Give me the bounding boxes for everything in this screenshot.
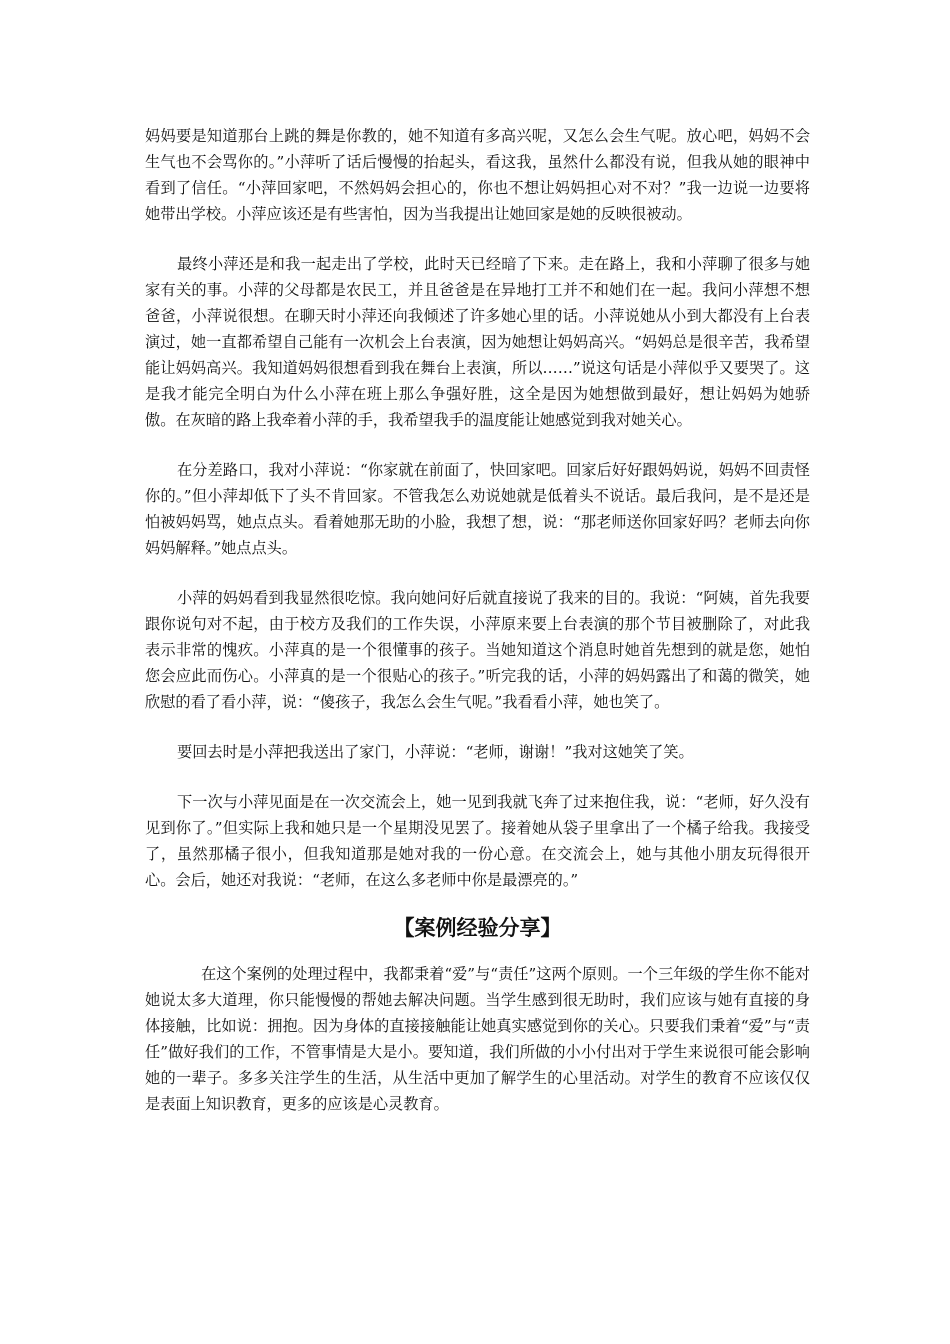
paragraph-experience-sharing: 在这个案例的处理过程中，我都秉着“爱”与“责任”这两个原则。一个三年级的学生你不能对她说太多大道理，你只能慢慢的帮她去解决问题。当学生感到很无助时，我们应该与她有直接的身体接触，比如说：拥抱。因为身体的直接接触能让她真实感觉到你的关心。只要我们秉着“爱”与“责任”做好我们的工作，不管事情是大是小。要知道，我们所做的小小付出对于学生来说很可能会影响她的一辈子。多多关注学生的生活，从生活中更加了解学生的心里活动。对学生的教育不应该仅仅是表面上知识教育，更多的应该是心灵教育。 [145, 965, 810, 1113]
paragraph-farewell: 要回去时是小萍把我送出了家门，小萍说：“老师，谢谢！”我对这她笑了笑。 [177, 743, 694, 761]
document-page [145, 123, 810, 1117]
paragraph-mother-visit: 小萍的妈妈看到我显然很吃惊。我向她问好后就直接说了我来的目的。我说：“阿姨，首先我要跟你说句对不起，由于校方及我们的工作失误，小萍原来要上台表演的那个节目被删除了，对此我表示非常的愧疚。小萍真的是一个很懂事的孩子。当她知道这个消息时她首先想到的就是您，她怕您会应此而伤心。小萍真的是一个很贴心的孩子。”听完我的话，小萍的妈妈露出了和蔼的微笑，她欣慰的看了看小萍，说：“傻孩子，我怎么会生气呢。”我看看小萍，她也笑了。 [145, 589, 810, 711]
section-heading: 【案例经验分享】 [393, 916, 562, 940]
paragraph-walk-home: 最终小萍还是和我一起走出了学校，此时天已经暗了下来。走在路上，我和小萍聊了很多与她家有关的事。小萍的父母都是农民工，并且爸爸是在异地打工并不和她们在一起。我问小萍想不想爸爸，小萍说很想。在聊天时小萍还向我倾述了许多她心里的话。小萍说她从小到大都没有上台表演过，她一直都希望自己能有一次机会上台表演，因为她想让妈妈高兴。“妈妈总是很辛苦，我希望能让妈妈高兴。我知道妈妈很想看到我在舞台上表演，所以……”说这句话是小萍似乎又要哭了。这是我才能完全明白为什么小萍在班上那么争强好胜，这全是因为她想做到最好，想让妈妈为她骄傲。在灰暗的路上我牵着小萍的手，我希望我手的温度能让她感觉到我对她关心。 [145, 255, 810, 429]
paragraph-continuation: 妈妈要是知道那台上跳的舞是你教的，她不知道有多高兴呢，又怎么会生气呢。放心吧，妈妈不会生气也不会骂你的。”小萍听了话后慢慢的抬起头，看这我，虽然什么都没有说，但我从她的眼神中看到了信任。“小萍回家吧，不然妈妈会担心的，你也不想让妈妈担心对不对？”我一边说一边要将她带出学校。小萍应该还是有些害怕，因为当我提出让她回家是她的反映很被动。 [145, 127, 810, 223]
paragraph-crossroads: 在分差路口，我对小萍说：“你家就在前面了，快回家吧。回家后好好跟妈妈说，妈妈不回责怪你的。”但小萍却低下了头不肯回家。不管我怎么劝说她就是低着头不说话。最后我问，是不是还是怕被妈妈骂，她点点头。看着她那无助的小脸，我想了想，说：“那老师送你回家好吗？老师去向你妈妈解释。”她点点头。 [145, 461, 810, 557]
paragraph-next-meeting: 下一次与小萍见面是在一次交流会上，她一见到我就飞奔了过来抱住我，说：“老师，好久没有见到你了。”但实际上我和她只是一个星期没见罢了。接着她从袋子里拿出了一个橘子给我。我接受了，虽然那橘子很小，但我知道那是她对我的一份心意。在交流会上，她与其他小朋友玩得很开心。会后，她还对我说：“老师，在这么多老师中你是最漂亮的。” [145, 793, 810, 889]
